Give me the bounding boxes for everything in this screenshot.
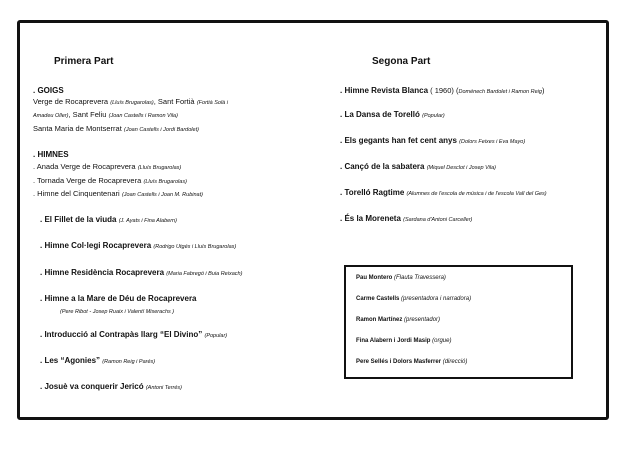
performers-box — [344, 265, 573, 379]
himnes-title: . HIMNES — [33, 150, 69, 159]
piece-dansa-torello: . La Dansa de Torelló (Popular) — [340, 110, 445, 119]
piece-himne-residencia: . Himne Residència Rocaprevera (Maria Fabregó i Buia Reixach) — [40, 268, 243, 277]
himne-item: . Tornada Verge de Rocaprevera (Lluís Brugarolas) — [33, 176, 187, 185]
piece-canco-sabatera: . Cançó de la sabatera (Miquel Desclot i Josep Vila) — [340, 162, 497, 171]
performer-line: Carme Castells (presentadora i narradora) — [356, 296, 472, 302]
piece-gegants: . Els gegants han fet cent anys (Dolors Feixes i Eva Mayo) — [340, 136, 526, 145]
segona-part-heading: Segona Part — [372, 56, 431, 67]
piece-josue: . Josuè va conquerir Jericó (Antoni Terrés) — [40, 382, 183, 391]
performer-line: Fina Alabern i Jordi Masip (orgue) — [356, 338, 452, 344]
goigs-line-1: Verge de Rocaprevera (Lluís Brugarolas), Sant Fortià (Fortià Solà i — [33, 97, 228, 106]
performer-line: Ramon Martínez (presentador) — [356, 317, 441, 323]
himne-item: . Himne del Cinquentenari (Joan Castells i Joan M. Rubinat) — [33, 189, 203, 198]
himne-item: . Anada Verge de Rocaprevera (Lluís Brugarolas) — [33, 162, 182, 171]
performer-line: Pere Sellés i Dolors Masferrer (direcció) — [356, 359, 468, 365]
performer-line: Pau Montero (Flauta Travessera) — [356, 275, 446, 281]
goigs-line-3: Santa Maria de Montserrat (Joan Castells i Jordi Bardolet) — [33, 124, 199, 133]
primera-part-heading: Primera Part — [54, 56, 114, 67]
piece-himne-mare-de-deu: . Himne a la Mare de Déu de Rocaprevera — [40, 294, 197, 303]
piece-introduccio: . Introducció al Contrapàs llarg “El Divino” (Popular) — [40, 330, 228, 339]
piece-les-agonies: . Les “Agonies” (Ramon Reig i Parés) — [40, 356, 156, 365]
goigs-line-2: Amadeu Oller), Sant Feliu (Joan Castells i Ramon Vila) — [33, 110, 178, 119]
piece-torello-ragtime: . Torelló Ragtime (Alumnes de l'escola de música i de l'escola Vall del Ges) — [340, 188, 547, 197]
piece-himne-revista-blanca: . Himne Revista Blanca ( 1960) (Doménech Bardolet i Ramon Reig) — [340, 86, 545, 95]
piece-himne-mare-de-deu-credit: (Pere Ribot - Josep Ruaix i Valentí Miserachs ) — [60, 309, 175, 315]
goigs-title: . GOIGS — [33, 86, 64, 95]
piece-es-la-moreneta: . És la Moreneta (Sardana d'Antoni Carceller) — [340, 214, 473, 223]
piece-himne-collegi: . Himne Col·legi Rocaprevera (Rodrigo Utgés i Lluís Brugarolas) — [40, 241, 237, 250]
piece-el-fillet: . El Fillet de la viuda (J. Ayats i Fina Alabern) — [40, 215, 177, 224]
